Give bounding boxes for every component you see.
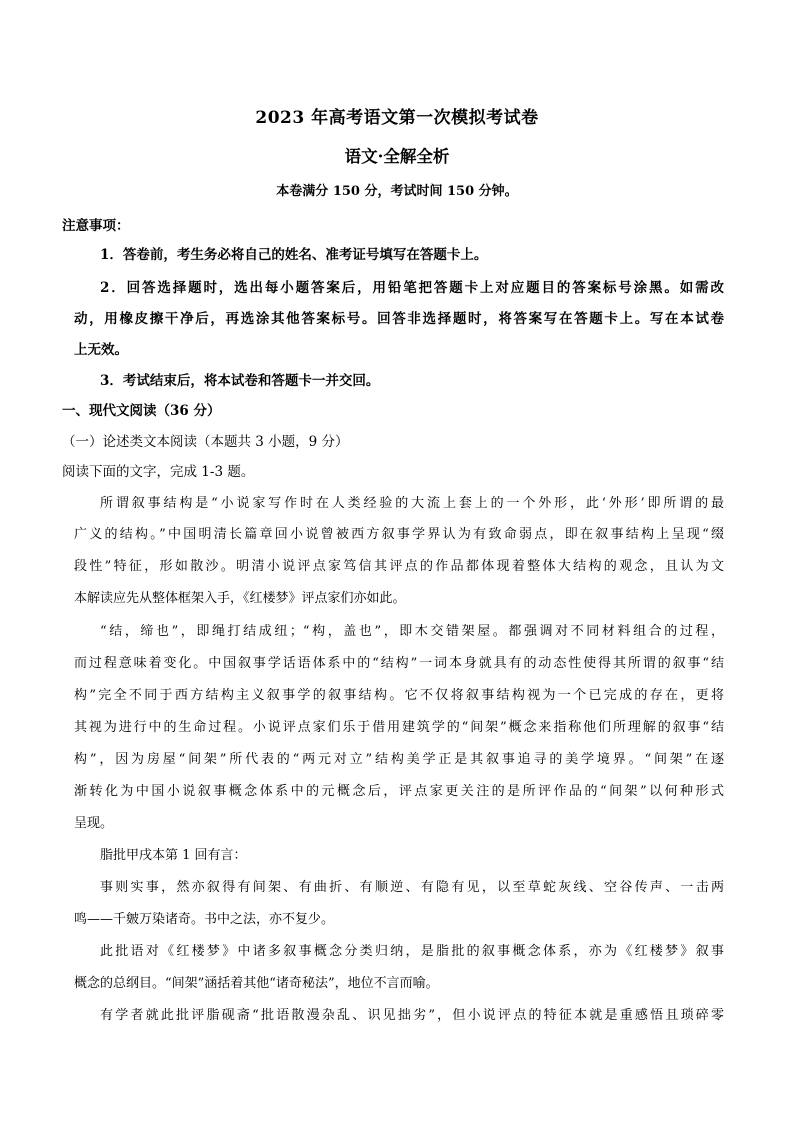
page-subtitle: 语文·全解全析: [344, 147, 450, 166]
passage-p1-line-1: 所谓叙事结构是“小说家写作时在人类经验的大流上套上的一个外形，此‘外形’即所谓的最: [100, 496, 724, 511]
passage-p2-line-7: 呈现。: [74, 816, 114, 831]
passage-p1-line-4: 本解读应先从整体框架入手，《红楼梦》评点家们亦如此。: [74, 591, 406, 606]
subsection-heading: （一）论述类文本阅读（本题共 3 小题，9 分）: [62, 434, 349, 450]
passage-p2-line-3: 构”完全不同于西方结构主义叙事学的叙事结构。它不仅将叙事结构视为一个已完成的存在，更将: [74, 688, 724, 703]
page-title: 2023 年高考语文第一次模拟考试卷: [255, 108, 539, 128]
passage-p5-line-2: 概念的总纲目。“间架”涵括着其他“诸奇秘法”，地位不言而喻。: [74, 976, 439, 991]
passage-p2-line-1: “结，缔也”，即绳打结成纽；“构，盖也”，即木交错架屋。都强调对不同材料组合的过程，: [100, 624, 724, 639]
passage-p1-line-3: 段性”特征，形如散沙。明清小说评点家笃信其评点的作品都体现着整体大结构的观念，且认为文: [74, 559, 724, 574]
notice-item-2-line-1: 2．回答选择题时，选出每小题答案后，用铅笔把答题卡上对应题目的答案标号涂黑。如需改: [100, 280, 724, 296]
passage-p2-line-4: 其视为进行中的生命过程。小说评点家们乐于借用建筑学的“间架”概念来指称他们所理解的叙事“结: [74, 720, 724, 735]
notice-item-2-line-2: 动，用橡皮擦干净后，再选涂其他答案标号。回答非选择题时，将答案写在答题卡上。写在本试卷: [74, 311, 724, 327]
passage-p5-line-1: 此批语对《红楼梦》中诸多叙事概念分类归纳，是脂批的叙事概念体系，亦为《红楼梦》叙事: [100, 944, 724, 959]
notice-item-2-line-3: 上无效。: [74, 342, 128, 358]
notice-item-3: 3．考试结束后，将本试卷和答题卡一并交回。: [100, 373, 380, 389]
reading-instruction: 阅读下面的文字，完成 1-3 题。: [62, 464, 255, 480]
passage-p6-line-1: 有学者就此批评脂砚斋“批语散漫杂乱、识见拙劣”，但小说评点的特征本就是重感悟且琐碎零: [100, 1008, 724, 1023]
exam-info: 本卷满分 150 分，考试时间 150 分钟。: [276, 184, 518, 199]
notice-heading: 注意事项：: [62, 218, 130, 234]
passage-p1-line-2: 广义的结构。”中国明清长篇章回小说曾被西方叙事学界认为有致命弱点，即在叙事结构上呈现“缀: [74, 527, 724, 542]
passage-p3-line-1: 脂批甲戌本第 1 回有言：: [100, 848, 247, 863]
passage-p2-line-6: 渐转化为中国小说叙事概念体系中的元概念后，评点家更关注的是所评作品的“间架”以何种形式: [74, 784, 724, 799]
notice-item-1: 1．答卷前，考生务必将自己的姓名、准考证号填写在答题卡上。: [100, 247, 488, 263]
passage-p4-line-1: 事则实事，然亦叙得有间架、有曲折、有顺逆、有隐有见，以至草蛇灰线、空谷传声、一击两: [100, 880, 724, 895]
section-heading: 一、现代文阅读（36 分）: [62, 403, 221, 419]
passage-p4-line-2: 鸣——千皴万染诸奇。书中之法，亦不复少。: [74, 912, 335, 927]
passage-p2-line-2: 而过程意味着变化。中国叙事学话语体系中的“结构”一词本身就具有的动态性使得其所谓的叙事“结: [74, 656, 724, 671]
passage-p2-line-5: 构”，因为房屋“间架”所代表的“两元对立”结构美学正是其叙事追寻的美学境界。“间架”在逐: [74, 752, 724, 767]
